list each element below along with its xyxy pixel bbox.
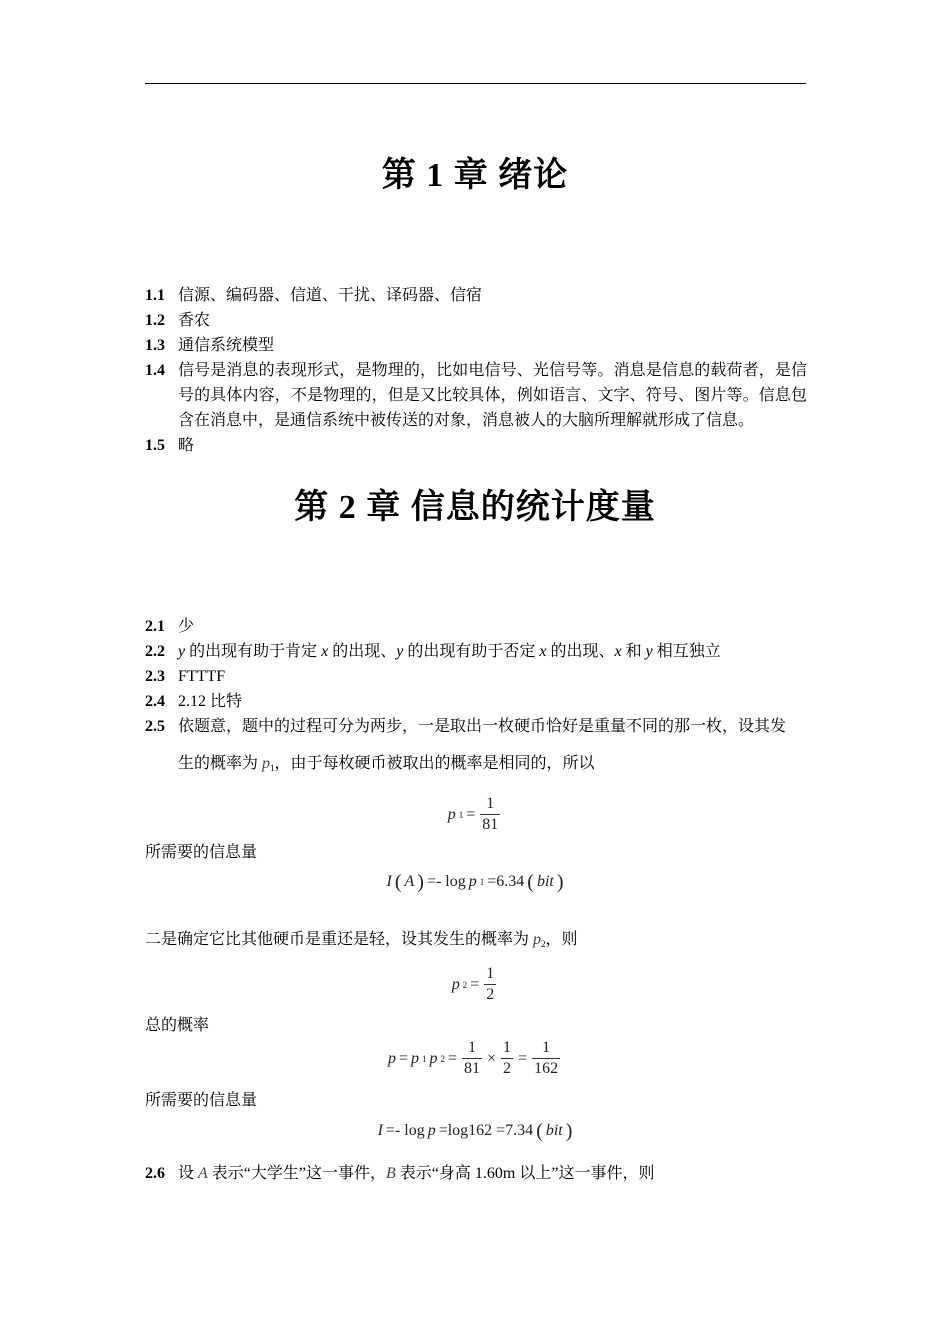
item-1-5 xyxy=(145,433,807,458)
item-text: 信源、编码器、信道、干扰、译码器、信宿 xyxy=(178,287,483,304)
equation-info-total: I =- log p =log162 =7.34 ( bit ) xyxy=(377,1120,573,1142)
item-1-3 xyxy=(145,333,807,358)
item-number: 1.2 xyxy=(145,312,165,329)
text-step-2: 二是确定它比其他硬币是重还是轻，设其发生的概率为 $p_2$，则 xyxy=(145,931,578,949)
item-text: 设 A 表示“大学生”这一事件，B 表示“身高 1.60m 以上”这一事件，则 xyxy=(178,1165,655,1182)
item-number: 1.3 xyxy=(145,337,165,354)
item-number: 2.4 xyxy=(145,693,165,710)
item-text: 香农 xyxy=(178,312,211,329)
item-1-2 xyxy=(145,308,807,333)
header-rule xyxy=(145,83,806,84)
equation-p1: p 1 = $\frac{1}{81}$ xyxy=(447,795,499,833)
item-text-line2: 生的概率为 $p_1$，由于每枚硬币被取出的概率是相同的，所以 xyxy=(178,755,595,773)
item-2-5 xyxy=(145,714,807,781)
item-2-1 xyxy=(145,614,807,639)
equation-p2: p 2 = $\frac{1}{2}$ xyxy=(451,965,495,1003)
equation-p-total: p = p 1 p 2 = $\frac{1}{81}$ × $\frac{1}{2}$ = $\frac{1}{162}$ xyxy=(387,1039,559,1077)
item-number: 1.5 xyxy=(145,437,165,454)
item-2-3 xyxy=(145,664,807,689)
item-text: 信号是消息的表现形式，是物理的，比如电信号、光信号等。消息是信息的载荷者，是信号的具体内容，不是物理的，但是又比较具体，例如语言、文字、符号、图片等。信息包含在消息中，是通信系统中被传送的对象，消息被人的大脑所理解就形成了信息。 xyxy=(178,362,807,429)
text-info-1: 所需要的信息量 xyxy=(145,844,258,861)
item-number: 2.2 xyxy=(145,643,165,660)
item-number: 2.1 xyxy=(145,618,165,635)
item-text: 2.12 比特 xyxy=(178,693,243,710)
item-number: 2.5 xyxy=(145,718,165,735)
item-2-2 xyxy=(145,639,807,664)
item-number: 1.1 xyxy=(145,287,165,304)
item-2-6 xyxy=(145,1161,807,1186)
item-text: 略 xyxy=(178,437,195,454)
item-text: FTTTF xyxy=(178,668,226,685)
item-1-4 xyxy=(145,358,807,433)
item-number: 1.4 xyxy=(145,362,165,379)
item-text: 少 xyxy=(178,618,195,635)
item-text: 依题意，题中的过程可分为两步，一是取出一枚硬币恰好是重量不同的那一枚，设其发 xyxy=(178,718,787,735)
chapter-1-title: 第 1 章 绪论 xyxy=(381,157,569,194)
text-info-2: 所需要的信息量 xyxy=(145,1092,258,1109)
item-number: 2.6 xyxy=(145,1165,165,1182)
chapter-2-title: 第 2 章 信息的统计度量 xyxy=(294,489,656,526)
text-total: 总的概率 xyxy=(145,1017,210,1034)
item-text: y 的出现有助于肯定 x 的出现、y 的出现有助于否定 x 的出现、x 和 y 相互独立 xyxy=(178,643,721,660)
item-1-1 xyxy=(145,283,807,308)
item-text: 通信系统模型 xyxy=(178,337,275,354)
item-2-4 xyxy=(145,689,807,714)
item-number: 2.3 xyxy=(145,668,165,685)
equation-info-a: I ( A ) =- log p 1 =6.34 ( bit ) xyxy=(386,871,564,893)
